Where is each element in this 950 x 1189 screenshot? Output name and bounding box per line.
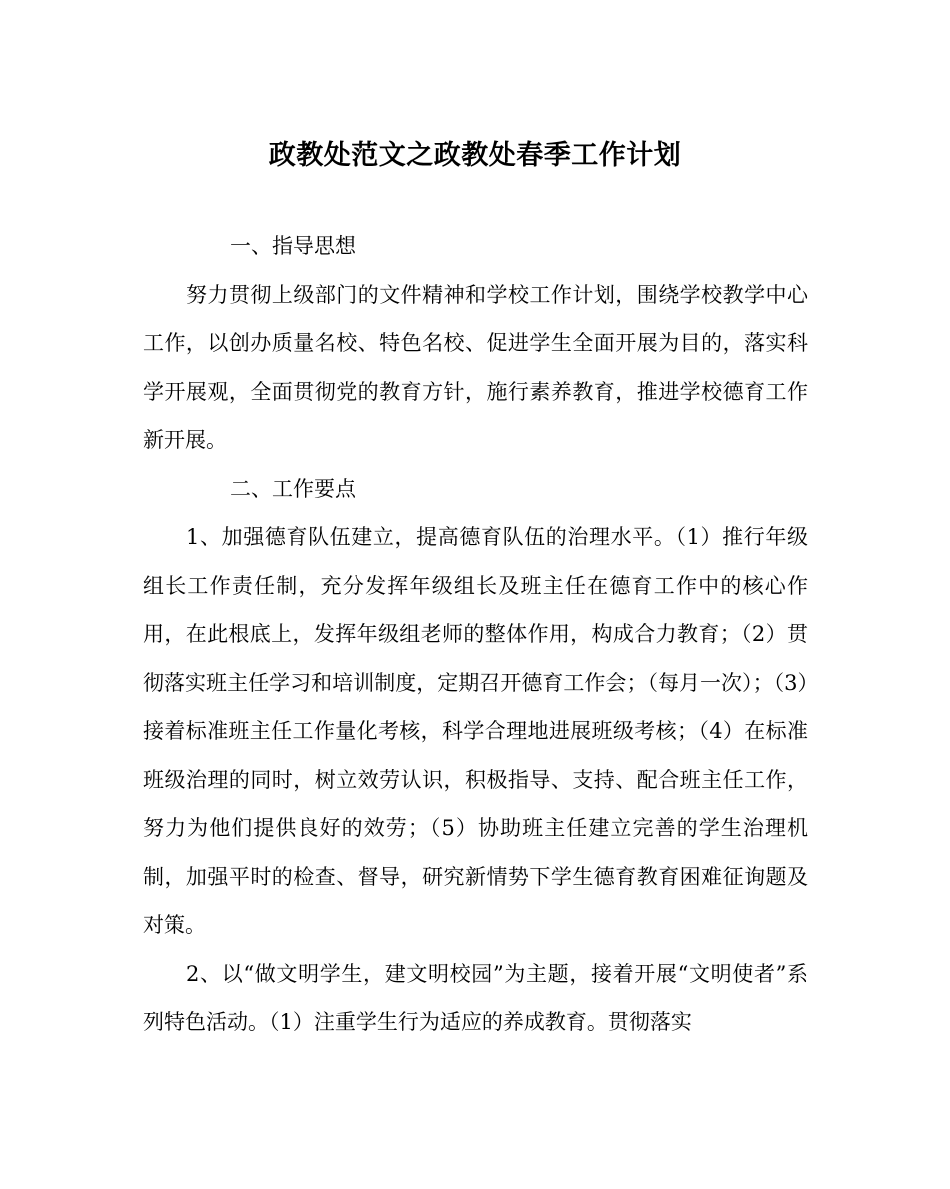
- paragraph-point-1: 1、加强德育队伍建立，提高德育队伍的治理水平。（1）推行年级组长工作责任制，充分发挥年级组长及班主任在德育工作中的核心作用，在此根底上，发挥年级组老师的整体作用，构成合力教育；（2）贯彻落实班主任学习和培训制度，定期召开德育工作会；（每月一次）；（3）接着标准班主任工作量化考核，科学合理地进展班级考核；（4）在标准班级治理的同时，树立效劳认识，积极指导、支持、配合班主任工作，努力为他们提供良好的效劳；（5）协助班主任建立完善的学生治理机制，加强平时的检查、督导，研究新情势下学生德育教育困难征询题及对策。: [143, 525, 808, 937]
- section-heading-guiding-thought: 一、指导思想: [230, 234, 356, 258]
- document-title: 政教处范文之政教处春季工作计划: [268, 140, 682, 171]
- paragraph-point-2: 2、以“做文明学生，建文明校园”为主题，接着开展“文明使者”系列特色活动。（1）注重学生行为适应的养成教育。贯彻落实: [143, 961, 808, 1034]
- section-heading-work-points: 二、工作要点: [230, 476, 356, 501]
- document-body: [143, 222, 808, 1047]
- paragraph-guiding-thought: 努力贯彻上级部门的文件精神和学校工作计划，围绕学校教学中心工作，以创办质量名校、特色名校、促进学生全面开展为目的，落实科学开展观，全面贯彻党的教育方针，施行素养教育，推进学校德育工作新开展。: [143, 282, 808, 452]
